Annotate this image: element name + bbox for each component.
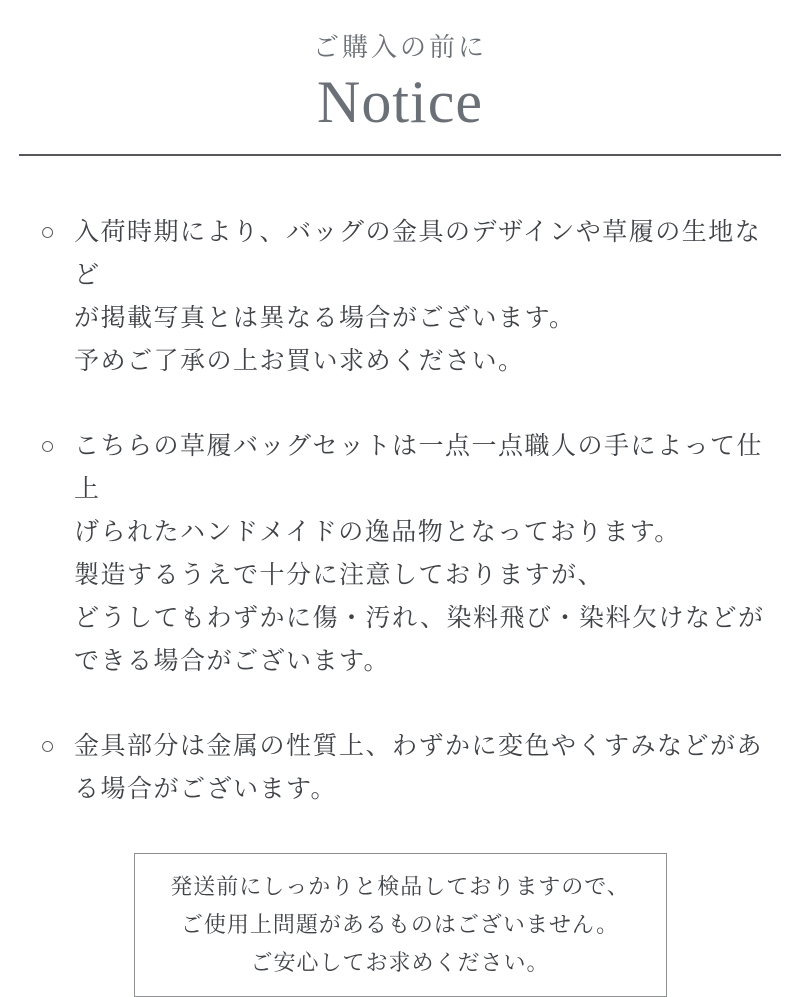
circle-bullet-icon: ○	[40, 218, 57, 246]
notice-line: できる場合がございます。	[74, 647, 391, 675]
notice-text	[74, 211, 775, 383]
notice-item	[40, 211, 775, 383]
notice-text	[74, 725, 775, 811]
circle-bullet-icon: ○	[40, 732, 57, 760]
notice-line: どうしてもわずかに傷・汚れ、染料飛び・染料欠けなどが	[74, 604, 765, 632]
notice-line: る場合がございます。	[74, 775, 338, 803]
page-title: Notice	[317, 69, 483, 135]
assurance-line: 発送前にしっかりと検品しておりますので、	[170, 874, 630, 899]
notice-line: が掲載写真とは異なる場合がございます。	[74, 304, 576, 332]
notice-line: 金具部分は金属の性質上、わずかに変色やくすみなどがあ	[74, 732, 764, 760]
assurance-line: ご安心してお求めください。	[250, 950, 550, 975]
notice-item	[40, 425, 775, 683]
notice-line: 入荷時期により、バッグの金具のデザインや草履の生地など	[74, 218, 762, 289]
notice-line: こちらの草履バッグセットは一点一点職人の手によって仕上	[74, 432, 764, 503]
notice-line: 製造するうえで十分に注意しておりますが、	[74, 561, 605, 589]
notice-list	[0, 156, 800, 811]
page-header	[0, 0, 800, 135]
assurance-line: ご使用上問題があるものはございません。	[180, 912, 620, 937]
notice-line: げられたハンドメイドの逸品物となっております。	[74, 518, 681, 546]
notice-line: 予めご了承の上お買い求めください。	[74, 347, 525, 375]
circle-bullet-icon: ○	[40, 432, 57, 460]
page-subtitle: ご購入の前に	[312, 33, 487, 62]
assurance-box	[134, 853, 667, 997]
notice-item	[40, 725, 775, 811]
notice-text	[74, 425, 775, 683]
